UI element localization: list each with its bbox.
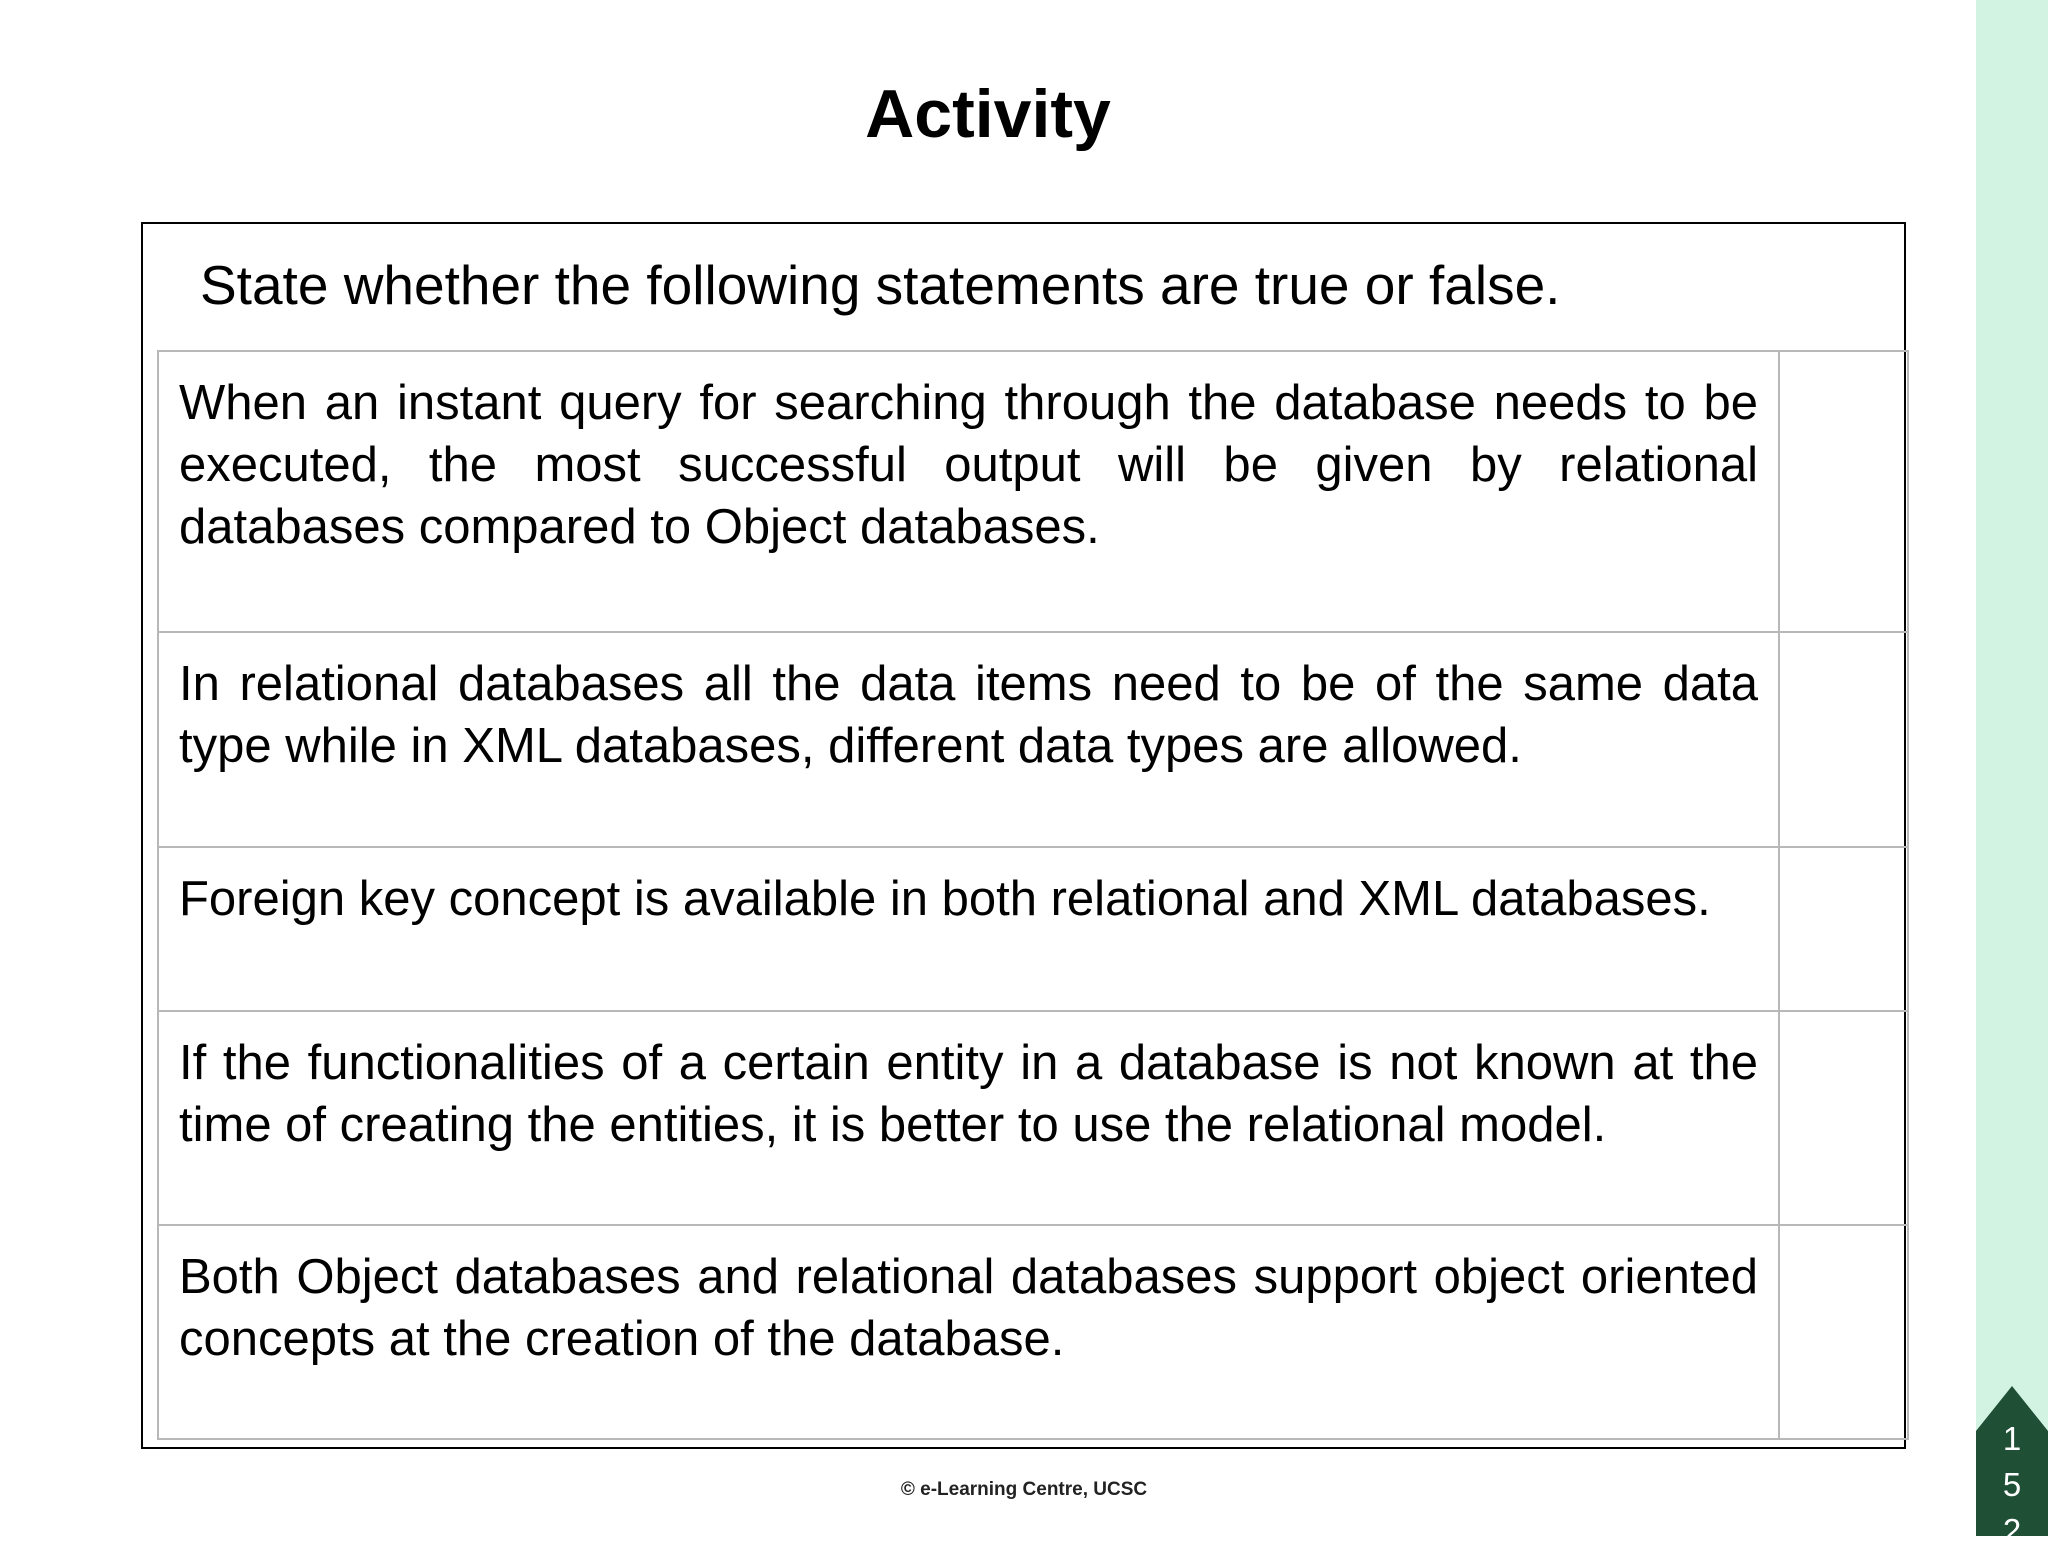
answer-cell[interactable] [1779,1011,1908,1225]
statements-table [157,350,1909,1440]
page-number-digit: 5 [2002,1466,2022,1503]
table-row [158,632,1908,847]
table-row [158,1011,1908,1225]
side-decoration-strip [1976,0,2048,1536]
statement-text: In relational databases all the data items need to be of the same data type while in XML databases, different data types are allowed. [158,632,1779,847]
statement-text: When an instant query for searching through the database needs to be executed, the most successful output will be given by relational databases compared to Object databases. [158,351,1779,632]
answer-cell[interactable] [1779,847,1908,1011]
page-number-digit: 1 [2002,1420,2022,1457]
table-row [158,351,1908,632]
statement-text: Both Object databases and relational databases support object oriented concepts at the creation of the database. [158,1225,1779,1439]
statement-text: If the functionalities of a certain entity in a database is not known at the time of creating the entities, it is better to use the relational model. [158,1011,1779,1225]
instruction-text: State whether the following statements are true or false. [200,254,1561,316]
page-number-digit: 2 [2002,1512,2022,1549]
slide-title: Activity [865,76,1111,152]
copyright-footer: © e-Learning Centre, UCSC [900,1479,1148,1500]
statement-text: Foreign key concept is available in both relational and XML databases. [158,847,1779,1011]
answer-cell[interactable] [1779,351,1908,632]
table-row [158,1225,1908,1439]
answer-cell[interactable] [1779,1225,1908,1439]
table-row [158,847,1908,1011]
answer-cell[interactable] [1779,632,1908,847]
